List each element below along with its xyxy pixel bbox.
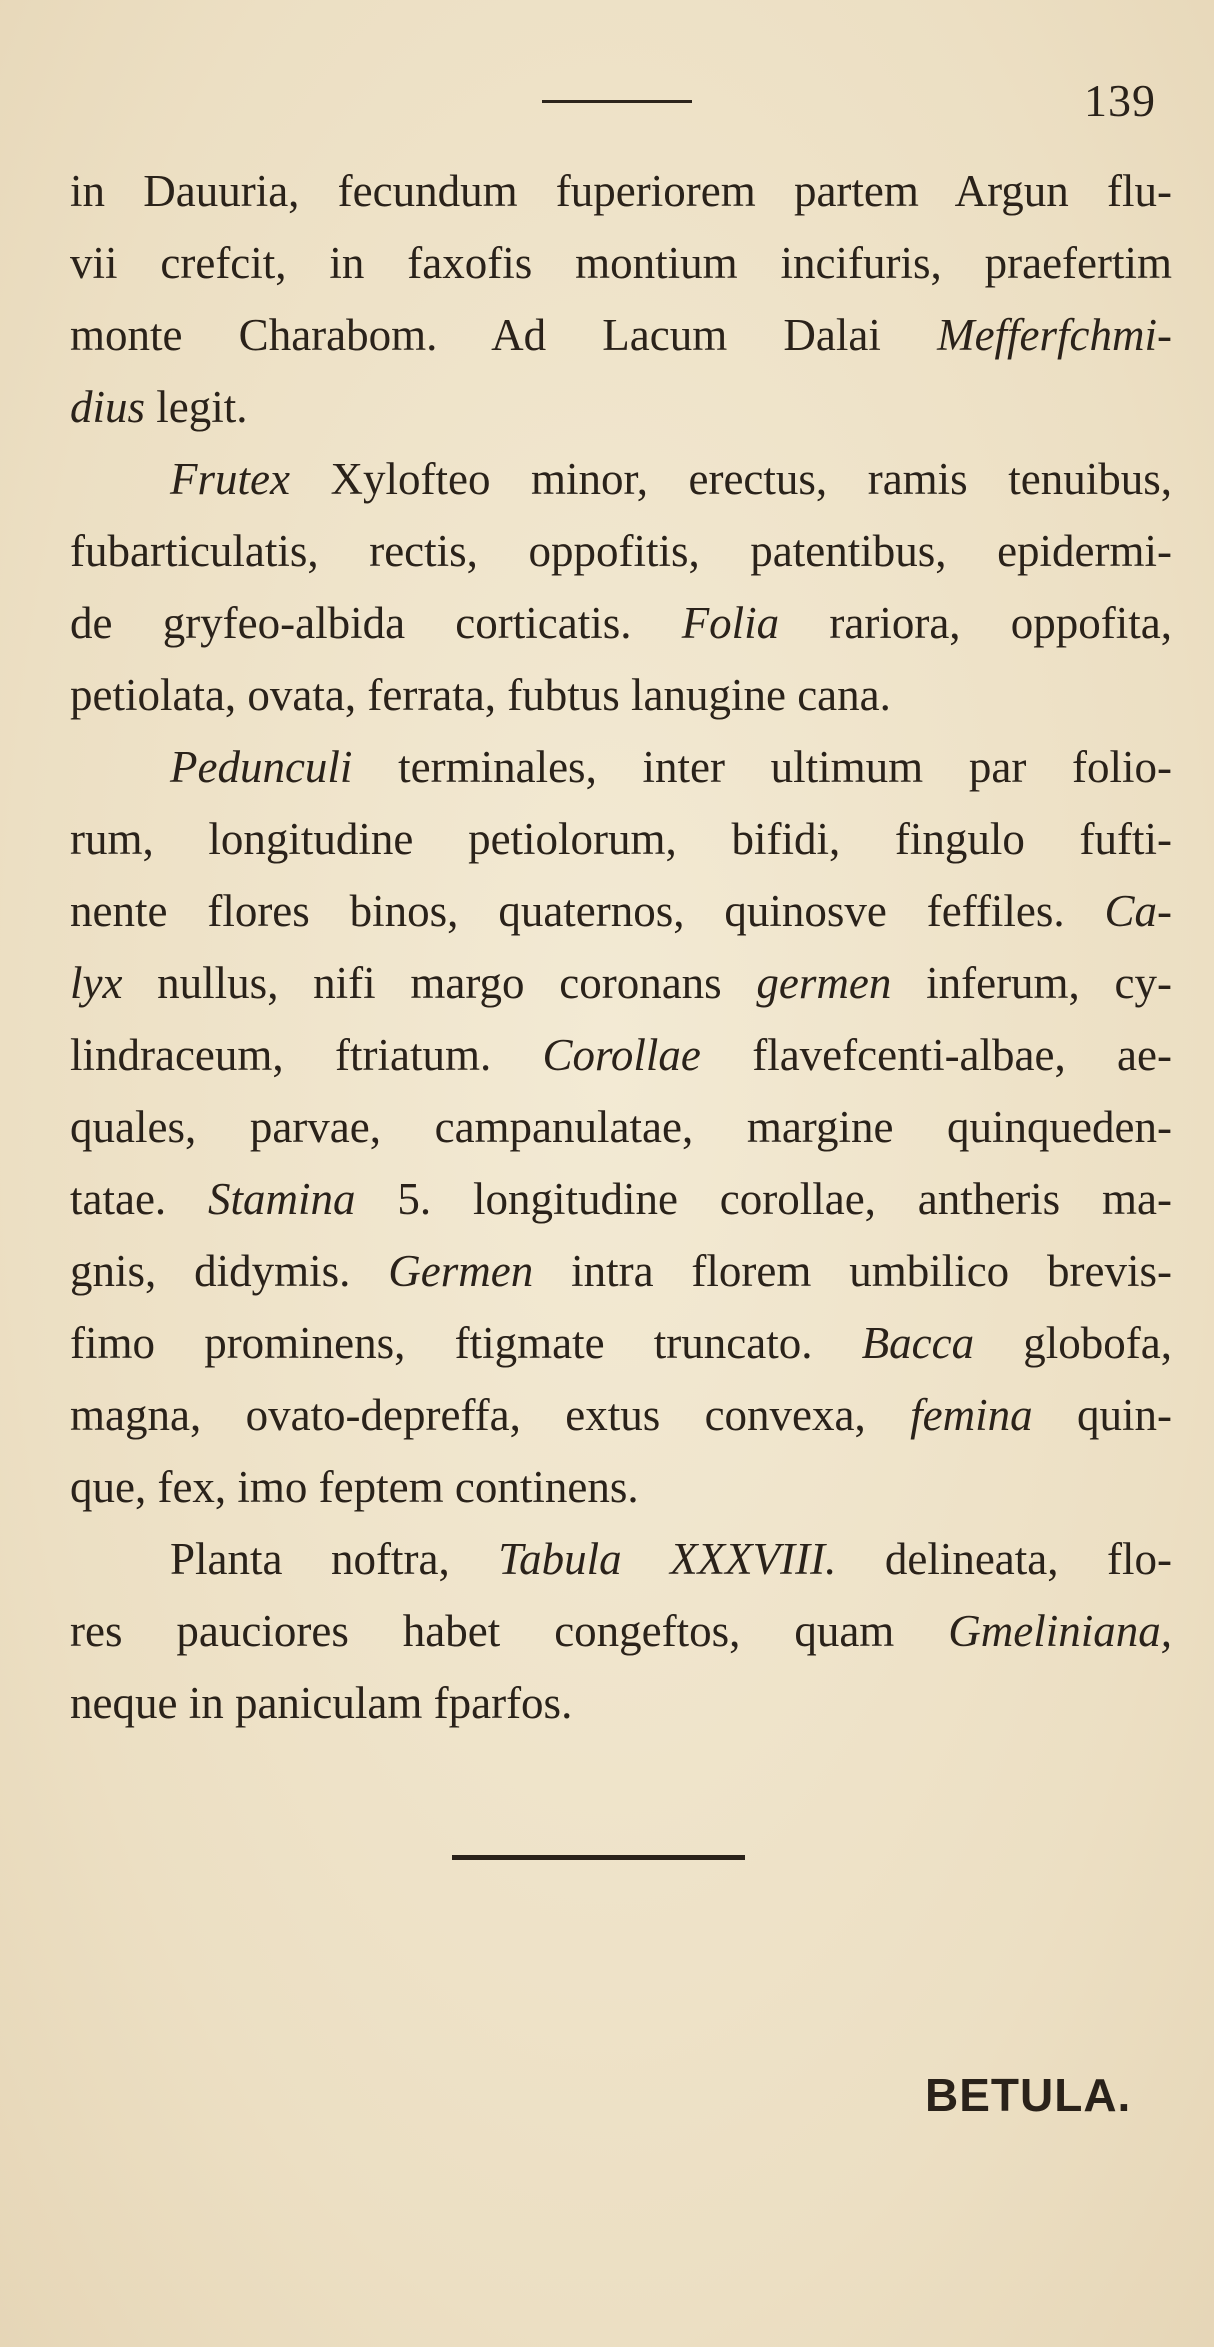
text-line	[70, 299, 1172, 371]
italic-text: Mefferfchmi-	[937, 310, 1172, 360]
text-line	[70, 1667, 1172, 1739]
text-segment: Planta noftra,	[170, 1534, 499, 1584]
text-segment: terminales, inter ultimum par folio-	[352, 742, 1172, 792]
text-segment: neque in paniculam fparfos.	[70, 1678, 573, 1728]
italic-text: germen	[756, 958, 892, 1008]
text-segment: quin-	[1032, 1390, 1172, 1440]
page-number: 139	[1084, 75, 1156, 126]
text-segment: monte Charabom. Ad Lacum Dalai	[70, 310, 938, 360]
text-segment: rariora, oppofita,	[779, 598, 1172, 648]
italic-text: femina	[910, 1390, 1033, 1440]
text-segment: 5. longitudine corollae, antheris ma-	[355, 1174, 1172, 1224]
text-segment: tatae.	[70, 1174, 209, 1224]
text-segment: de gryfeo-albida corticatis.	[70, 598, 682, 648]
text-segment: fubarticulatis, rectis, oppofitis, patentibus, epidermi-	[70, 526, 1172, 576]
italic-text: Tabula XXXVIII.	[498, 1534, 837, 1584]
text-segment: gnis, didymis.	[70, 1246, 389, 1296]
text-line	[70, 371, 1172, 443]
text-segment: in Dauuria, fecundum fuperiorem partem Argun flu-	[70, 166, 1172, 216]
header-rule	[542, 100, 692, 103]
italic-text: Corollae	[542, 1030, 701, 1080]
italic-text: dius	[70, 382, 146, 432]
text-line	[70, 1451, 1172, 1523]
text-segment: rum, longitudine petiolorum, bifidi, fingulo fufti-	[70, 814, 1172, 864]
text-line	[70, 443, 1172, 515]
text-segment: intra florem umbilico brevis-	[533, 1246, 1172, 1296]
text-segment: delineata, flo-	[836, 1534, 1173, 1584]
text-segment: magna, ovato-depreffa, extus convexa,	[70, 1390, 911, 1440]
text-segment: vii crefcit, in faxofis montium incifuris, praefertim	[70, 238, 1172, 288]
body-text	[70, 155, 1172, 1739]
text-line	[70, 803, 1172, 875]
italic-text: Stamina	[208, 1174, 356, 1224]
text-segment: flavefcenti-albae, ae-	[700, 1030, 1172, 1080]
italic-text: Ca-	[1104, 886, 1172, 936]
text-line	[70, 1379, 1172, 1451]
italic-text: Bacca	[861, 1318, 975, 1368]
end-rule	[452, 1855, 745, 1860]
text-line	[70, 1091, 1172, 1163]
text-line	[70, 947, 1172, 1019]
italic-text: Folia	[681, 598, 780, 648]
text-line	[70, 1163, 1172, 1235]
text-segment: quales, parvae, campanulatae, margine quinqueden-	[70, 1102, 1172, 1152]
text-line	[70, 1307, 1172, 1379]
text-segment: Xylofteo minor, erectus, ramis tenuibus,	[289, 454, 1172, 504]
italic-text: lyx	[70, 958, 123, 1008]
text-line	[70, 587, 1172, 659]
text-segment: legit.	[145, 382, 248, 432]
text-segment: petiolata, ovata, ferrata, fubtus lanugine cana.	[70, 670, 891, 720]
italic-text: Gmeliniana,	[948, 1606, 1172, 1656]
text-segment: inferum, cy-	[891, 958, 1172, 1008]
text-line	[70, 155, 1172, 227]
text-line	[70, 731, 1172, 803]
text-line	[70, 1523, 1172, 1595]
text-segment: res pauciores habet congeftos, quam	[70, 1606, 949, 1656]
italic-text: Germen	[388, 1246, 534, 1296]
text-segment: globofa,	[974, 1318, 1173, 1368]
text-line	[70, 1019, 1172, 1091]
catchword: BETULA.	[925, 2069, 1132, 2121]
italic-text: Frutex	[170, 454, 290, 504]
text-segment: que, fex, imo feptem continens.	[70, 1462, 639, 1512]
text-line	[70, 659, 1172, 731]
text-line	[70, 515, 1172, 587]
text-segment: nente flores binos, quaternos, quinosve feffiles.	[70, 886, 1105, 936]
text-segment: lindraceum, ftriatum.	[70, 1030, 543, 1080]
text-line	[70, 875, 1172, 947]
text-line	[70, 1595, 1172, 1667]
italic-text: Pedunculi	[170, 742, 353, 792]
text-segment: nullus, nifi margo coronans	[122, 958, 757, 1008]
text-segment: fimo prominens, ftigmate truncato.	[70, 1318, 862, 1368]
text-line	[70, 1235, 1172, 1307]
text-line	[70, 227, 1172, 299]
